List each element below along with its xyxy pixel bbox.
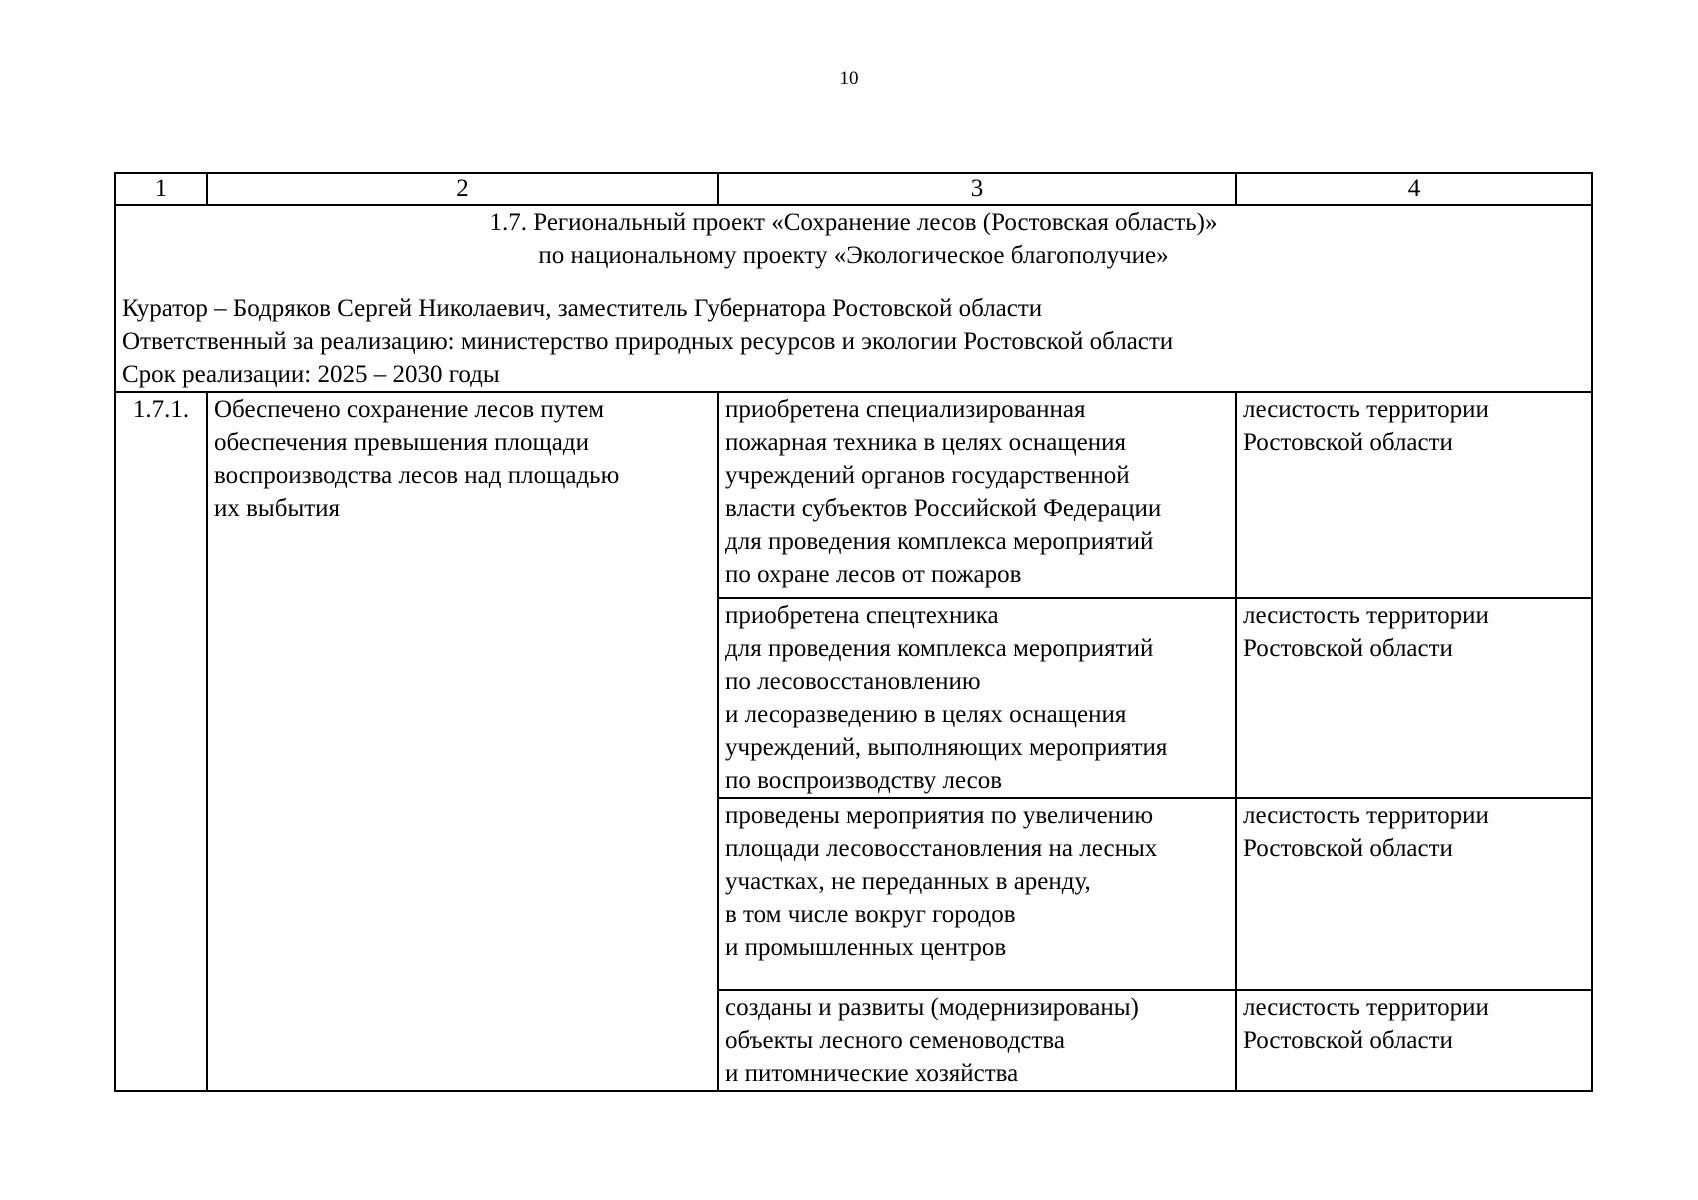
result-cell [718, 798, 1236, 990]
table-row [115, 392, 1592, 598]
result-line: по охране лесов от пожаров [725, 561, 1022, 588]
result-line: учреждений, выполняющих мероприятия [725, 734, 1168, 761]
result-line: и лесоразведению в целях оснащения [725, 701, 1127, 728]
curator-line: Куратор – Бодряков Сергей Николаевич, заместитель Губернатора Ростовской области [122, 295, 1043, 322]
indicator-line: лесистость территории [1243, 396, 1489, 423]
project-table [114, 172, 1593, 1092]
result-line: приобретена спецтехника [725, 602, 999, 629]
section-title [122, 206, 1585, 272]
indicator-cell [1236, 598, 1592, 798]
item-number: 1.7.1. [115, 392, 207, 1091]
result-line: по воспроизводству лесов [725, 767, 1003, 794]
section-title-line: 1.7. Региональный проект «Сохранение лесов (Ростовская область)» [489, 209, 1218, 236]
column-number-4: 4 [1236, 173, 1592, 205]
indicator-line: Ростовской области [1243, 835, 1453, 862]
period-line: Срок реализации: 2025 – 2030 годы [122, 361, 500, 388]
indicator-cell [1236, 990, 1592, 1091]
task-line: Обеспечено сохранение лесов путем [214, 396, 605, 423]
indicator-line: Ростовской области [1243, 1027, 1453, 1054]
result-line: площади лесовосстановления на лесных [725, 835, 1158, 862]
indicator-line: лесистость территории [1243, 602, 1489, 629]
column-number-3: 3 [718, 173, 1236, 205]
task-line: их выбытия [214, 495, 341, 522]
result-line: созданы и развиты (модернизированы) [725, 994, 1139, 1021]
column-number-2: 2 [207, 173, 718, 205]
result-cell [718, 598, 1236, 798]
section-meta [122, 292, 1585, 391]
result-line: участках, не переданных в аренду, [725, 868, 1091, 895]
page-number: 10 [839, 68, 859, 89]
indicator-line: Ростовской области [1243, 429, 1453, 456]
column-number-1: 1 [115, 173, 207, 205]
result-line: и питомнические хозяйства [725, 1060, 1019, 1087]
result-line: в том числе вокруг городов [725, 901, 1016, 928]
result-line: и промышленных центров [725, 934, 1007, 961]
result-line: для проведения комплекса мероприятий [725, 528, 1154, 555]
indicator-cell [1236, 798, 1592, 990]
result-line: по лесовосстановлению [725, 668, 981, 695]
result-cell [718, 392, 1236, 598]
task-line: воспроизводства лесов над площадью [214, 462, 620, 489]
result-cell [718, 990, 1236, 1091]
result-line: приобретена специализированная [725, 396, 1086, 423]
result-line: власти субъектов Российской Федерации [725, 495, 1162, 522]
responsible-line: Ответственный за реализацию: министерство природных ресурсов и экологии Ростовской области [122, 328, 1174, 355]
result-line: объекты лесного семеноводства [725, 1027, 1065, 1054]
indicator-line: лесистость территории [1243, 802, 1489, 829]
indicator-line: лесистость территории [1243, 994, 1489, 1021]
result-line: проведены мероприятия по увеличению [725, 802, 1154, 829]
indicator-cell [1236, 392, 1592, 598]
item-task [207, 392, 718, 1091]
result-line: пожарная техника в целях оснащения [725, 429, 1126, 456]
column-number-row [115, 173, 1592, 205]
result-line: для проведения комплекса мероприятий [725, 635, 1154, 662]
section-title-line: по национальному проекту «Экологическое благополучие» [538, 242, 1169, 269]
task-line: обеспечения превышения площади [214, 429, 589, 456]
section-header-row [115, 205, 1592, 392]
section-header [115, 205, 1592, 392]
result-line: учреждений органов государственной [725, 462, 1130, 489]
indicator-line: Ростовской области [1243, 635, 1453, 662]
